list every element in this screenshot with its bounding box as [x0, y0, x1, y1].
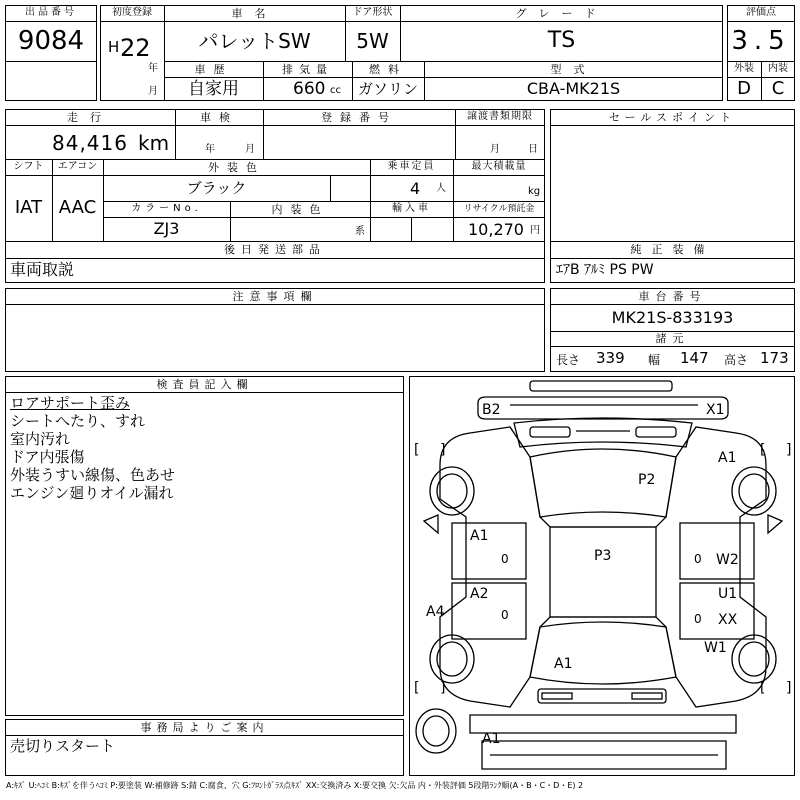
inspection-label: 車検	[200, 110, 238, 124]
damage-diagram	[409, 376, 795, 776]
mark-bracket-l3: [	[414, 680, 420, 696]
inspector-line-6: エンジン廻りオイル漏れ	[10, 484, 174, 502]
mark-a1-front-left-door: A1	[470, 528, 489, 544]
ext-color: ブラック	[186, 178, 247, 197]
mileage: 84,416	[52, 131, 128, 155]
office-label: 事務局よりご案内	[140, 720, 269, 734]
inspector-line-4: ドア内張傷	[10, 448, 85, 466]
year-unit: 年	[148, 63, 158, 74]
grade-label: グレード	[515, 6, 608, 20]
grade: TS	[547, 28, 576, 53]
mark-bracket-l1: [	[414, 442, 420, 458]
car-diagram	[410, 377, 794, 775]
capacity-unit: 人	[436, 183, 446, 194]
reg-no-label: 登録番号	[321, 110, 397, 124]
door-label: ドア形状	[352, 7, 393, 18]
max-load-unit: kg	[528, 186, 541, 197]
shift: IAT	[14, 197, 43, 218]
ext-color-label: 外装色	[208, 160, 265, 174]
inspection-month-unit: 月	[245, 144, 255, 155]
interior-grade-label: 内装	[768, 63, 788, 74]
mark-a1-spare: A1	[482, 731, 501, 747]
car-name-label: 車名	[231, 6, 278, 20]
ac-label: エアコン	[57, 161, 98, 172]
height: 173	[760, 349, 789, 367]
inspector-label: 検査員記入欄	[156, 377, 253, 391]
color-no-label: カラーNo.	[131, 203, 202, 214]
mark-bracket-l4: [	[760, 680, 766, 696]
inspection-year-unit: 年	[205, 144, 215, 155]
history-label: 車歴	[194, 62, 233, 76]
transfer-day-unit: 日	[528, 144, 538, 155]
mark-a4: A4	[426, 604, 445, 620]
model-code-label: 型式	[550, 62, 597, 76]
recycle-label: リサイクル預託金	[463, 203, 535, 214]
lot-no: 9084	[17, 26, 85, 56]
mileage-label: 走行	[67, 110, 113, 124]
recycle: 10,270	[468, 220, 524, 239]
displacement-label: 排気量	[282, 62, 333, 76]
model-code: CBA-MK21S	[526, 79, 621, 98]
lot-no-label: 出品番号	[25, 7, 77, 18]
int-color-label: 内装色	[271, 202, 329, 216]
mark-bracket-r1: ]	[440, 442, 446, 458]
first-reg-label: 初度登録	[112, 7, 152, 18]
mark-bracket-r2: ]	[786, 442, 792, 458]
dims-label: 諸元	[655, 332, 690, 345]
later-parts-value: 車両取説	[10, 260, 75, 279]
capacity: 4	[410, 179, 421, 198]
length: 339	[596, 349, 625, 367]
mark-p3: P3	[594, 548, 612, 564]
length-label: 長さ	[556, 353, 581, 367]
recycle-unit: 円	[530, 225, 540, 236]
month-unit: 月	[148, 86, 158, 97]
mark-a1-front-right: A1	[718, 450, 737, 466]
mark-zero-3: 0	[501, 608, 509, 622]
mark-a2: A2	[470, 586, 489, 602]
era: H	[108, 38, 120, 56]
mark-xx: XX	[718, 612, 738, 628]
inspector-line-2: シートへたり、すれ	[10, 412, 146, 430]
width-label: 幅	[648, 353, 661, 367]
year: 22	[120, 34, 151, 62]
mark-zero-1: 0	[501, 552, 509, 566]
history: 自家用	[188, 78, 239, 99]
inspector-line-1: ロアサポート歪み	[10, 394, 131, 412]
mark-a1-rear: A1	[554, 656, 573, 672]
mark-bracket-r4: ]	[786, 680, 792, 696]
mark-zero-4: 0	[694, 612, 702, 626]
exterior-grade: D	[737, 78, 751, 99]
later-parts-label: 後日発送部品	[224, 243, 326, 256]
inspector-line-3: 室内汚れ	[10, 430, 71, 448]
inspector-line-5: 外装うすい線傷、色あせ	[10, 466, 176, 484]
mark-w2: W2	[716, 552, 739, 568]
transfer-label: 譲渡書類期限	[467, 111, 533, 122]
chassis-value: MK21S-833193	[611, 307, 734, 327]
mark-zero-2: 0	[694, 552, 702, 566]
score-label: 評価点	[746, 7, 776, 18]
notes-label: 注意事項欄	[232, 289, 318, 303]
color-no: ZJ3	[153, 219, 180, 238]
fuel-label: 燃料	[369, 62, 407, 76]
equipment-value: ｴｱB ｱﾙﾐ PS PW	[556, 262, 654, 278]
ac: AAC	[58, 197, 97, 218]
mileage-unit: km	[138, 131, 170, 155]
legend: A:ｷｽﾞ U:ﾍｺﾐ B:ｷｽﾞを伴うﾍｺﾐ P:要塗装 W:補修跡 S:錆 C:腐食、穴 G:ﾌﾛﾝﾄｶﾞﾗｽ点ｷｽﾞ XX:交換済み X:要交換 欠:欠品 内・外装評価 5段階ﾗﾝｸ順(A・B・C・D・E) 2	[6, 781, 584, 790]
transfer-month-unit: 月	[490, 144, 500, 155]
equipment-label: 純正装備	[630, 243, 715, 256]
mark-bracket-r3: ]	[440, 680, 446, 696]
mark-b2: B2	[482, 402, 501, 418]
mark-u1: U1	[718, 586, 738, 602]
exterior-grade-label: 外装	[734, 63, 754, 74]
capacity-label: 乗車定員	[387, 161, 436, 172]
mark-p2: P2	[638, 472, 656, 488]
mark-x1: X1	[706, 402, 725, 418]
import-label: 輸入車	[392, 203, 431, 214]
office-value: 売切りスタート	[10, 737, 116, 755]
car-name: パレットSW	[198, 29, 311, 53]
mark-w1: W1	[704, 640, 727, 656]
mark-bracket-l2: [	[760, 442, 766, 458]
width: 147	[680, 349, 709, 367]
chassis-label: 車台番号	[638, 289, 707, 303]
interior-grade: C	[771, 78, 785, 99]
int-color-unit: 系	[355, 226, 365, 237]
displacement: 660	[293, 79, 326, 99]
shift-label: シフト	[13, 161, 44, 172]
score: 3.5	[731, 26, 791, 56]
displacement-unit: cc	[330, 85, 341, 96]
max-load-label: 最大積載量	[471, 161, 527, 172]
door: 5W	[356, 29, 389, 53]
sales-points-label: セールスポイント	[608, 110, 736, 124]
height-label: 高さ	[724, 353, 749, 367]
fuel: ガソリン	[357, 79, 418, 98]
